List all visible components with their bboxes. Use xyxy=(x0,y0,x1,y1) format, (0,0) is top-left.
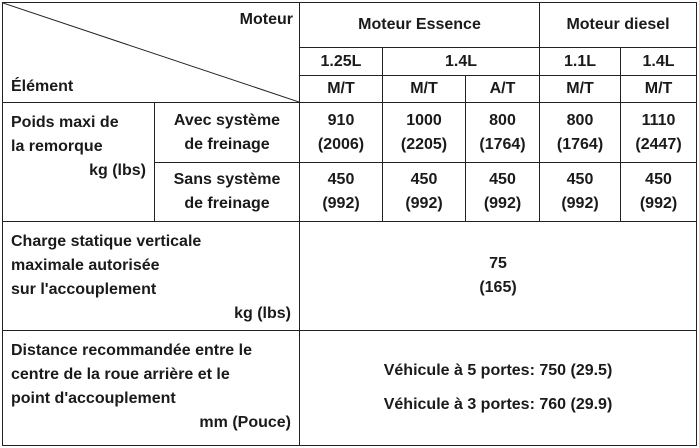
value-lbs: (992) xyxy=(483,195,522,212)
value-kg: 450 xyxy=(410,171,438,188)
avec-systeme-label xyxy=(155,103,300,163)
sans-systeme-label xyxy=(155,163,300,222)
value-lbs: (1764) xyxy=(479,135,526,153)
avec-label-line: de freinage xyxy=(184,135,270,153)
value-lbs: (992) xyxy=(561,195,599,212)
sans-value-cell xyxy=(540,163,621,222)
specification-table xyxy=(2,2,697,446)
value-kg: 1000 xyxy=(406,111,442,129)
transmission-cell: A/T xyxy=(466,76,540,103)
charge-label-line: Charge statique verticale xyxy=(11,233,202,250)
distance-label-line: point d'accouplement xyxy=(11,390,176,407)
value-lbs: (2205) xyxy=(400,135,448,153)
value-kg: 450 xyxy=(489,171,516,188)
distance-unit: mm (Pouce) xyxy=(199,414,291,431)
transmission-cell: M/T xyxy=(300,76,383,103)
charge-value-cell xyxy=(300,222,697,331)
distance-value-cell xyxy=(300,331,697,446)
header-corner-cell xyxy=(3,3,300,103)
transmission-cell: M/T xyxy=(621,76,697,103)
value-lbs: (992) xyxy=(405,195,443,212)
displacement-diesel-1-1: 1.1L xyxy=(540,48,621,76)
transmission-cell: M/T xyxy=(383,76,466,103)
avec-value-cell xyxy=(466,103,540,163)
essence-engine-heading: Moteur Essence xyxy=(300,3,540,48)
avec-value-cell xyxy=(621,103,697,163)
sans-label-line: Sans système xyxy=(173,171,281,188)
sans-value-cell xyxy=(300,163,383,222)
sans-value-cell xyxy=(621,163,697,222)
value-kg: 1110 xyxy=(641,111,676,129)
avec-label-line: Avec système xyxy=(173,111,281,129)
value-kg: 450 xyxy=(327,171,355,188)
poids-maxi-label xyxy=(3,103,155,222)
sans-label-line: de freinage xyxy=(184,195,270,212)
poids-label-line: Poids maxi de xyxy=(11,114,119,131)
transmission-cell: M/T xyxy=(540,76,621,103)
value-lbs: (1764) xyxy=(556,135,604,153)
distance-label-line: centre de la roue arrière et le xyxy=(11,366,230,383)
displacement-essence-1-4: 1.4L xyxy=(383,48,540,76)
sans-value-cell xyxy=(383,163,466,222)
displacement-diesel-1-4: 1.4L xyxy=(621,48,697,76)
value-lbs: (2006) xyxy=(317,135,365,153)
poids-unit: kg (lbs) xyxy=(89,162,146,179)
charge-statique-label xyxy=(3,222,300,331)
value-kg: 800 xyxy=(566,111,594,129)
displacement-essence-1-25: 1.25L xyxy=(300,48,383,76)
avec-value-cell xyxy=(540,103,621,163)
value-lbs: (992) xyxy=(639,195,678,212)
charge-value-lbs: (165) xyxy=(479,279,517,296)
moteur-heading: Moteur xyxy=(239,11,293,28)
distance-5-portes: Véhicule à 5 portes: 750 (29.5) xyxy=(383,362,613,379)
value-lbs: (992) xyxy=(322,195,360,212)
avec-value-cell xyxy=(383,103,466,163)
value-lbs: (2447) xyxy=(635,135,682,153)
value-kg: 800 xyxy=(489,111,516,129)
charge-value-kg: 75 xyxy=(489,255,507,272)
sans-value-cell xyxy=(466,163,540,222)
avec-value-cell xyxy=(300,103,383,163)
poids-label-line: la remorque xyxy=(11,138,103,155)
element-heading: Élément xyxy=(11,78,74,95)
value-kg: 450 xyxy=(566,171,594,188)
charge-label-line: sur l'accouplement xyxy=(11,281,157,298)
value-kg: 910 xyxy=(327,111,355,129)
distance-label xyxy=(3,331,300,446)
charge-unit: kg (lbs) xyxy=(234,305,291,322)
distance-label-line: Distance recommandée entre le xyxy=(11,342,252,359)
charge-label-line: maximale autorisée xyxy=(11,257,160,274)
diesel-engine-heading: Moteur diesel xyxy=(540,3,697,48)
value-kg: 450 xyxy=(645,171,672,188)
distance-3-portes: Véhicule à 3 portes: 760 (29.9) xyxy=(383,396,613,413)
